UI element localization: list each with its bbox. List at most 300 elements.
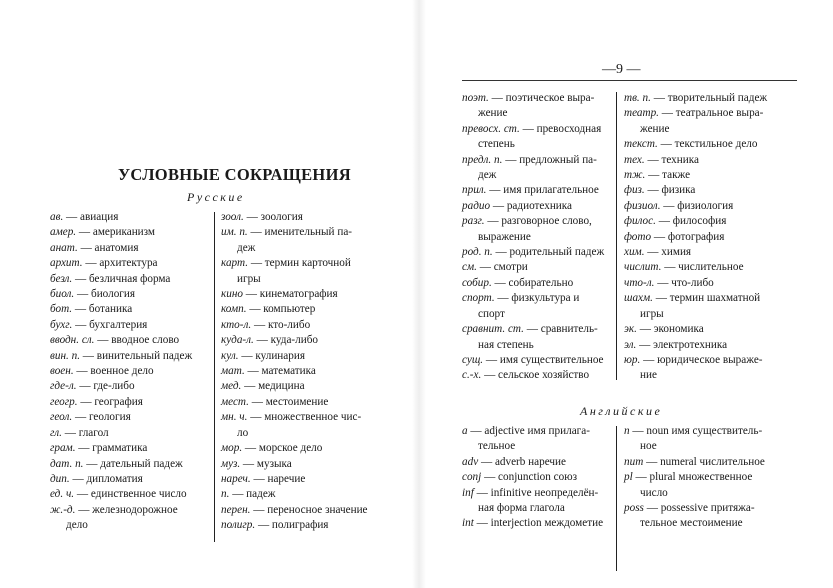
- entry-line: [624, 245, 799, 260]
- definition-continuation: деж: [478, 169, 497, 182]
- dash-separator: —: [658, 107, 676, 120]
- abbreviation: архит.: [50, 257, 83, 270]
- dash-separator: —: [77, 241, 95, 254]
- dash-separator: —: [83, 457, 101, 470]
- right-column-2: [624, 91, 799, 384]
- abbreviation-entry: [221, 395, 381, 410]
- definition: предложный па-: [519, 153, 597, 166]
- entry-line: [50, 457, 210, 472]
- abbreviation: разг.: [462, 215, 485, 228]
- abbreviation-entry: [624, 291, 799, 322]
- definition: музыка: [256, 457, 292, 470]
- abbreviation-entry: [50, 379, 210, 394]
- entry-line: [221, 210, 381, 225]
- entry-line: [624, 137, 799, 152]
- entry-line: [50, 379, 210, 394]
- dash-separator: —: [251, 318, 268, 331]
- abbreviation: тж.: [624, 169, 646, 182]
- definition: дательный падеж: [100, 457, 183, 470]
- entry-line: [50, 472, 210, 487]
- abbreviation-entry: [221, 318, 381, 333]
- definition: бухгалтерия: [89, 318, 148, 331]
- page-number: —9 —: [602, 62, 641, 77]
- abbreviation: a: [462, 425, 468, 437]
- entry-line: [462, 245, 612, 260]
- dash-separator: —: [488, 92, 506, 104]
- definition: кто-либо: [267, 318, 311, 331]
- definition-continuation: жение: [478, 107, 508, 120]
- dash-separator: —: [654, 276, 672, 289]
- definition: юридическое выраже-: [657, 353, 763, 366]
- left-page: [50, 0, 380, 588]
- abbreviation-entry: [221, 333, 381, 348]
- abbreviation-entry: [462, 199, 612, 214]
- dash-separator: —: [77, 395, 95, 408]
- entry-line: [624, 276, 799, 291]
- entry-line: [462, 291, 612, 306]
- abbreviation: числит.: [624, 261, 662, 274]
- definition-continuation: тельное: [478, 440, 516, 453]
- dash-separator: —: [72, 272, 89, 285]
- entry-line: [624, 501, 799, 516]
- definition: сравнитель-: [540, 323, 598, 336]
- english-column-1: [462, 424, 612, 532]
- entry-line: [462, 122, 612, 137]
- book-gutter: [412, 0, 426, 588]
- definition-continuation: тельное местоимение: [640, 517, 743, 530]
- definition: глагол: [78, 426, 109, 439]
- abbreviation-entry: [50, 503, 210, 534]
- abbreviation-entry: [50, 395, 210, 410]
- left-column-2: [221, 210, 381, 534]
- abbreviation: ед. ч.: [50, 488, 75, 501]
- entry-line: [624, 338, 799, 353]
- abbreviation: воен.: [50, 365, 74, 378]
- definition: текстильное дело: [674, 138, 758, 151]
- russian-subtitle: Русские: [187, 190, 245, 204]
- entry-line: [221, 287, 381, 302]
- dash-separator: —: [61, 426, 79, 439]
- abbreviation-entry: [624, 199, 799, 214]
- dash-separator: —: [519, 122, 537, 135]
- abbreviation-entry: [462, 368, 612, 383]
- header-rule: [462, 80, 797, 81]
- abbreviation: превосх. ст.: [462, 122, 520, 135]
- dash-separator: —: [491, 276, 509, 289]
- abbreviation-entry: [624, 338, 799, 353]
- definition: фотография: [667, 230, 725, 243]
- entry-line: [624, 153, 799, 168]
- entry-line: [462, 516, 612, 531]
- definition: conjunction союз: [498, 471, 577, 484]
- definition-continuation: спорт: [478, 307, 505, 320]
- dash-separator: —: [94, 334, 112, 347]
- definition-continuation: дело: [66, 519, 88, 532]
- abbreviation: мат.: [221, 365, 245, 378]
- definition: зоология: [260, 211, 303, 223]
- abbreviation-entry: [462, 470, 612, 485]
- entry-line: [50, 441, 210, 456]
- definition-continuation: степень: [478, 138, 515, 151]
- abbreviation: гл.: [50, 426, 62, 439]
- abbreviation-entry: [50, 472, 210, 487]
- abbreviation: фото: [624, 230, 652, 243]
- abbreviation: муз.: [221, 457, 241, 470]
- abbreviation-entry: [50, 225, 210, 240]
- definition: театральное выра-: [675, 107, 764, 120]
- abbreviation-entry: [50, 241, 210, 256]
- definition: творительный падеж: [667, 92, 768, 104]
- abbreviation-entry: [221, 349, 381, 364]
- abbreviation: грам.: [50, 442, 76, 455]
- definition-continuation: число: [640, 486, 668, 499]
- abbreviation-entry: [624, 245, 799, 260]
- dash-separator: —: [74, 288, 91, 301]
- dash-separator: —: [69, 472, 87, 485]
- dash-separator: —: [250, 503, 268, 516]
- definition: числительное: [678, 261, 744, 274]
- abbreviation-entry: [624, 260, 799, 275]
- abbreviation: int: [462, 517, 474, 530]
- entry-line: [50, 225, 210, 240]
- entry-line: [50, 256, 210, 271]
- entry-line: [50, 210, 210, 225]
- abbreviation-entry: [50, 349, 210, 364]
- abbreviation: мед.: [221, 380, 242, 393]
- definition: грамматика: [92, 442, 148, 455]
- dash-separator: —: [481, 369, 499, 382]
- dash-separator: —: [661, 261, 679, 274]
- definition: единственное число: [90, 488, 187, 501]
- entry-line: [221, 256, 381, 271]
- section-title: УСЛОВНЫЕ СОКРАЩЕНИЯ: [118, 165, 351, 184]
- abbreviation: см.: [462, 261, 477, 274]
- definition: adverb наречие: [494, 455, 566, 468]
- dash-separator: —: [644, 246, 662, 259]
- entry-line: [221, 410, 381, 425]
- abbreviation: дип.: [50, 472, 70, 485]
- definition: где-либо: [93, 380, 135, 393]
- dash-separator: —: [248, 395, 266, 408]
- entry-line: [624, 91, 799, 106]
- definition: философия: [672, 215, 727, 228]
- abbreviation-entry: [221, 287, 381, 302]
- definition-continuation: ло: [237, 426, 249, 439]
- entry-line: [624, 424, 799, 439]
- abbreviation: куда-л.: [221, 334, 254, 347]
- abbreviation: вводн. сл.: [50, 334, 95, 347]
- definition: местоимение: [265, 395, 329, 408]
- abbreviation-entry: [624, 424, 799, 455]
- english-subtitle: Английские: [580, 404, 663, 418]
- abbreviation-entry: [50, 318, 210, 333]
- abbreviation: род. п.: [462, 246, 493, 259]
- abbreviation-entry: [221, 457, 381, 472]
- dash-separator: —: [246, 303, 264, 316]
- definition: также: [662, 169, 691, 182]
- definition: компьютер: [263, 303, 316, 316]
- entry-line: [221, 503, 381, 518]
- abbreviation-entry: [462, 455, 612, 470]
- abbreviation: нареч.: [221, 472, 251, 485]
- abbreviation-entry: [462, 183, 612, 198]
- entry-line: [50, 318, 210, 333]
- abbreviation-entry: [462, 322, 612, 353]
- abbreviation-entry: [50, 302, 210, 317]
- definition: американизм: [92, 226, 156, 239]
- abbreviation: что-л.: [624, 276, 655, 289]
- abbreviation: безл.: [50, 272, 73, 285]
- abbreviation-entry: [50, 333, 210, 348]
- dash-separator: —: [636, 338, 654, 351]
- entry-line: [462, 276, 612, 291]
- definition: физика: [661, 184, 696, 197]
- dash-separator: —: [629, 425, 647, 437]
- dash-separator: —: [238, 349, 256, 362]
- dash-separator: —: [644, 153, 662, 166]
- abbreviation-entry: [624, 353, 799, 384]
- dash-separator: —: [72, 411, 89, 424]
- dash-separator: —: [76, 380, 94, 393]
- abbreviation: n: [624, 425, 630, 437]
- dash-separator: —: [484, 215, 502, 228]
- entry-line: [50, 364, 210, 379]
- entry-line: [221, 302, 381, 317]
- abbreviation-entry: [221, 364, 381, 379]
- definition-continuation: ние: [640, 369, 657, 382]
- entry-line: [50, 333, 210, 348]
- abbreviation: им. п.: [221, 226, 248, 239]
- abbreviation: ж.-д.: [50, 503, 76, 516]
- dash-separator: —: [73, 365, 91, 378]
- dash-separator: —: [76, 226, 93, 239]
- entry-line: [221, 333, 381, 348]
- dash-separator: —: [643, 502, 661, 515]
- entry-line: [624, 470, 799, 485]
- abbreviation-entry: [221, 210, 381, 225]
- dash-separator: —: [483, 353, 500, 366]
- entry-line: [624, 199, 799, 214]
- entry-line: [221, 349, 381, 364]
- dash-separator: —: [467, 425, 485, 437]
- abbreviation: кул.: [221, 349, 239, 362]
- abbreviation: сравнит. ст.: [462, 323, 524, 336]
- dash-separator: —: [250, 472, 268, 485]
- abbreviation-entry: [221, 302, 381, 317]
- dash-separator: —: [75, 503, 93, 516]
- abbreviation-entry: [462, 153, 612, 184]
- definition: infinitive неопределён-: [490, 486, 599, 499]
- definition: военное дело: [90, 365, 154, 378]
- abbreviation: adv: [462, 455, 479, 468]
- abbreviation: эк.: [624, 323, 637, 336]
- abbreviation: карт.: [221, 257, 249, 270]
- entry-line: [462, 214, 612, 229]
- definition: техника: [661, 153, 699, 166]
- abbreviation-entry: [50, 256, 210, 271]
- dash-separator: —: [660, 199, 678, 212]
- entry-line: [462, 199, 612, 214]
- definition: железнодорожное: [92, 503, 178, 516]
- abbreviation: текст.: [624, 138, 658, 151]
- definition: экономика: [653, 323, 704, 336]
- abbreviation-entry: [624, 230, 799, 245]
- abbreviation: амер.: [50, 226, 77, 239]
- entry-line: [462, 260, 612, 275]
- dash-separator: —: [657, 138, 675, 151]
- dash-separator: —: [473, 517, 491, 530]
- dash-separator: —: [247, 411, 265, 424]
- entry-line: [221, 225, 381, 240]
- abbreviation: зоол.: [221, 211, 244, 223]
- definition: что-либо: [671, 276, 714, 289]
- entry-line: [221, 364, 381, 379]
- abbreviation: бухг.: [50, 318, 73, 331]
- entry-line: [624, 168, 799, 183]
- abbreviation-entry: [624, 455, 799, 470]
- definition: possessive притяжа-: [660, 502, 755, 515]
- entry-line: [624, 214, 799, 229]
- dash-separator: —: [240, 457, 257, 470]
- dash-separator: —: [243, 211, 261, 223]
- abbreviation-entry: [462, 291, 612, 322]
- dash-separator: —: [244, 365, 262, 378]
- abbreviation: предл. п.: [462, 153, 503, 166]
- entry-line: [624, 183, 799, 198]
- dash-separator: —: [74, 488, 91, 501]
- entry-line: [221, 472, 381, 487]
- definition: физкультура и: [511, 292, 580, 305]
- right-column-1: [462, 91, 612, 384]
- definition: дипломатия: [86, 472, 143, 485]
- definition: переносное значение: [267, 503, 368, 516]
- abbreviation: анат.: [50, 241, 78, 254]
- entry-line: [462, 322, 612, 337]
- entry-line: [50, 349, 210, 364]
- dash-separator: —: [229, 488, 247, 501]
- abbreviation: кино: [221, 288, 243, 301]
- definition: кинематография: [259, 288, 338, 301]
- entry-line: [462, 455, 612, 470]
- right-page: [462, 0, 797, 588]
- abbreviation-entry: [624, 168, 799, 183]
- definition: геология: [88, 411, 131, 424]
- entry-line: [221, 441, 381, 456]
- definition: безличная форма: [89, 272, 171, 285]
- dash-separator: —: [63, 211, 81, 223]
- abbreviation-entry: [624, 470, 799, 501]
- definition: химия: [661, 246, 692, 259]
- abbreviation-entry: [50, 487, 210, 502]
- abbreviation: полигр.: [221, 519, 256, 532]
- abbreviation-entry: [50, 364, 210, 379]
- abbreviation-entry: [624, 91, 799, 106]
- entry-line: [50, 487, 210, 502]
- abbreviation: собир.: [462, 276, 492, 289]
- abbreviation-entry: [462, 424, 612, 455]
- entry-line: [462, 424, 612, 439]
- abbreviation: conj: [462, 471, 482, 484]
- definition: винительный падеж: [96, 349, 193, 362]
- dash-separator: —: [523, 323, 541, 336]
- abbreviation-entry: [462, 214, 612, 245]
- abbreviation: биол.: [50, 288, 75, 301]
- abbreviation-entry: [221, 503, 381, 518]
- definition: собирательно: [508, 276, 574, 289]
- definition: морское дело: [258, 442, 323, 455]
- entry-line: [221, 518, 381, 533]
- entry-line: [50, 503, 210, 518]
- abbreviation-entry: [50, 426, 210, 441]
- abbreviation-entry: [462, 353, 612, 368]
- entry-line: [624, 260, 799, 275]
- abbreviation: poss: [624, 502, 644, 515]
- abbreviation: радио: [462, 199, 491, 212]
- definition: термин шахматной: [669, 292, 761, 305]
- abbreviation: бот.: [50, 303, 73, 316]
- dash-separator: —: [247, 226, 265, 239]
- entry-line: [624, 291, 799, 306]
- dash-separator: —: [72, 303, 89, 316]
- entry-line: [50, 287, 210, 302]
- abbreviation-entry: [624, 106, 799, 137]
- abbreviation-entry: [462, 245, 612, 260]
- dash-separator: —: [502, 153, 520, 166]
- abbreviation-entry: [624, 214, 799, 229]
- entry-line: [462, 368, 612, 383]
- abbreviation: кто-л.: [221, 318, 252, 331]
- definition: падеж: [246, 488, 276, 501]
- abbreviation-entry: [624, 183, 799, 198]
- definition: медицина: [258, 380, 305, 393]
- entry-line: [50, 272, 210, 287]
- abbreviation-entry: [462, 260, 612, 275]
- abbreviation: юр.: [624, 353, 641, 366]
- abbreviation: геол.: [50, 411, 73, 424]
- abbreviation: inf: [462, 486, 474, 499]
- column-divider: [616, 426, 617, 571]
- dash-separator: —: [644, 184, 662, 197]
- definition: numeral числительное: [660, 455, 765, 468]
- abbreviation: хим.: [624, 246, 645, 259]
- dash-separator: —: [481, 471, 499, 484]
- column-divider: [214, 212, 215, 542]
- entry-line: [50, 302, 210, 317]
- entry-line: [221, 487, 381, 502]
- abbreviation: где-л.: [50, 380, 77, 393]
- definition-continuation: игры: [640, 307, 664, 320]
- definition: анатомия: [94, 241, 139, 254]
- abbreviation: поэт.: [462, 92, 489, 104]
- abbreviation: мор.: [221, 442, 243, 455]
- abbreviation: тв. п.: [624, 92, 651, 104]
- definition: полиграфия: [271, 519, 329, 532]
- abbreviation-entry: [624, 153, 799, 168]
- entry-line: [50, 241, 210, 256]
- dash-separator: —: [473, 486, 491, 499]
- abbreviation: физ.: [624, 184, 645, 197]
- abbreviation: комп.: [221, 303, 247, 316]
- abbreviation: театр.: [624, 107, 659, 120]
- entry-line: [624, 322, 799, 337]
- definition: радиотехника: [506, 199, 573, 212]
- entry-line: [462, 183, 612, 198]
- definition: архитектура: [99, 257, 158, 270]
- abbreviation-entry: [221, 487, 381, 502]
- definition: математика: [261, 365, 316, 378]
- entry-line: [50, 395, 210, 410]
- definition: interjection междометие: [490, 517, 604, 530]
